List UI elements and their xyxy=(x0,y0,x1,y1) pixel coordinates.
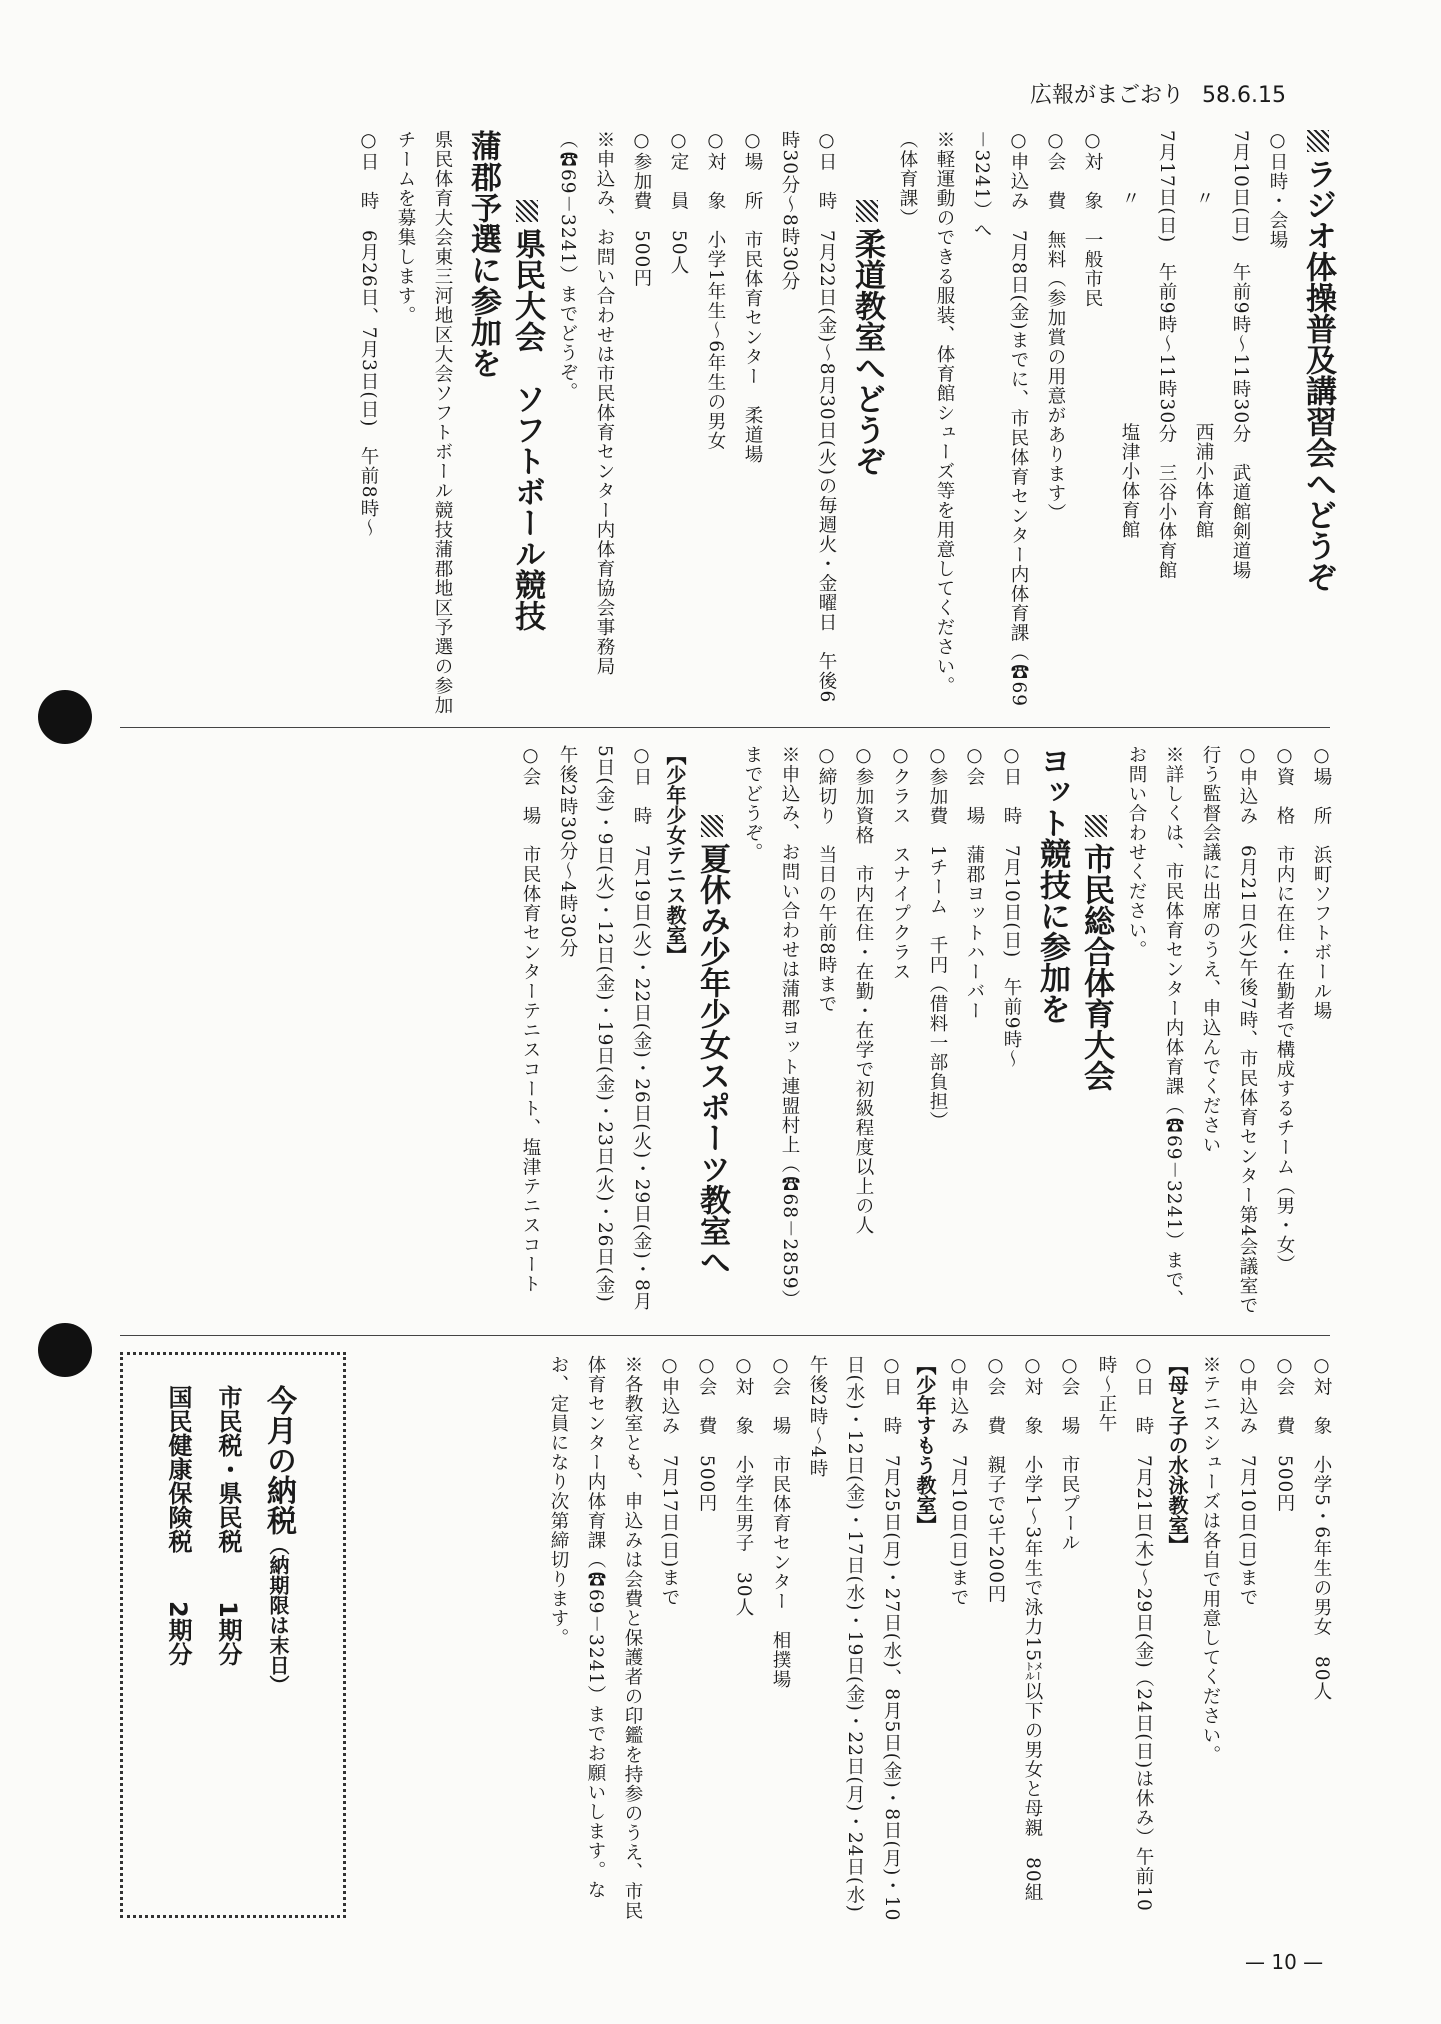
yacht-title: 市民総合体育大会 xyxy=(1078,843,1114,1091)
yacht-line: ○日 時 7月10日(日) 午前9時～ xyxy=(1001,745,1022,1069)
article-radio-taiso xyxy=(350,130,1340,720)
yacht-line: ○締切り 当日の午前8時まで xyxy=(816,745,837,1014)
softball-subtitle: 蒲郡予選に参加を xyxy=(465,130,501,378)
softball-line: 県民体育大会東三河地区大会ソフトボール競技蒲郡地区予選の参加チームを募集します。 xyxy=(395,130,453,715)
page-header xyxy=(1030,78,1286,109)
article-summer-continued xyxy=(540,1355,1340,1933)
tax-row: 国民健康保険税 2期分 xyxy=(164,1385,192,1666)
divider xyxy=(120,727,1330,728)
publication-title: 広報がまごおり xyxy=(1030,83,1185,108)
radio-line: 〃 西浦小体育館 xyxy=(1193,130,1214,540)
sumo-line: ※各教室とも、申込みは会費と保護者の印鑑を持参のうえ、市民体育センター内体育課（☎69－3241）までお願いします。なお、定員になり次第締切ります。 xyxy=(548,1355,643,1921)
tax-note: （納期限は末日） xyxy=(266,1535,290,1695)
radio-line: ○対 象 一般市民 xyxy=(1082,130,1103,308)
softball-line: ○日 時 6月26日、7月3日(日) 午前8時～ xyxy=(358,130,379,538)
judo-title: 柔道教室へどうぞ xyxy=(849,228,885,476)
yacht-subtitle: ヨット競技に参加を xyxy=(1034,745,1070,1024)
radio-line: 〃 塩津小体育館 xyxy=(1119,130,1140,540)
article-softball-continued xyxy=(512,745,1340,1323)
sumo-line: ○対 象 小学生男子 30人 xyxy=(733,1355,754,1618)
swim-heading: 【母と子の水泳教室】 xyxy=(1165,1355,1189,1555)
section-mark-icon xyxy=(1307,130,1329,152)
section-mark-icon xyxy=(701,815,723,837)
binder-hole xyxy=(38,1323,92,1377)
judo-line: ○定 員 50人 xyxy=(668,130,689,276)
softball-line: ○資 格 市内に在住・在勤者で構成するチーム（男・女） xyxy=(1274,745,1295,1274)
tennis-line: ○会 費 500円 xyxy=(1274,1355,1295,1513)
tennis-heading: 【少年少女テニス教室】 xyxy=(663,745,687,965)
tennis-line: ○申込み 7月10日(日)まで xyxy=(1237,1355,1258,1608)
judo-line: ○参加費 500円 xyxy=(631,130,652,288)
summer-title: 夏休み少年少女スポーツ教室へ xyxy=(694,843,730,1277)
yacht-line: ○参加費 1チーム 千円（借料一部負担） xyxy=(927,745,948,1131)
swim-line: ○申込み 7月10日(日)まで xyxy=(948,1355,969,1608)
summer-line: ○会 場 市民体育センターテニスコート、塩津テニスコート xyxy=(520,745,541,1294)
sumo-heading: 【少年すもう教室】 xyxy=(913,1355,937,1535)
yacht-line: ○会 場 蒲郡ヨットハーバー xyxy=(964,745,985,1021)
judo-line: ※申込み、お問い合わせは市民体育センター内体育協会事務局（☎69－3241）までどうぞ。 xyxy=(557,130,615,676)
section-mark-icon xyxy=(856,200,878,222)
softball-line: ○場 所 浜町ソフトボール場 xyxy=(1311,745,1332,1021)
judo-line: ○場 所 市民体育センター 柔道場 xyxy=(742,130,763,464)
softball-line: ※詳しくは、市民体育センター内体育課（☎69－3241）まで、お問い合わせください。 xyxy=(1126,745,1184,1310)
sumo-line: ○会 費 500円 xyxy=(696,1355,717,1513)
binder-hole xyxy=(38,690,92,744)
swim-line: ○会 費 親子で3千200円 xyxy=(985,1355,1006,1604)
summer-line: ○日 時 7月19日(火)・22日(金)・26日(火)・29日(金)・8月5日(金)・9日(火)・12日(金)・19日(金)・23日(火)・26日(金) 午後2時30分～4時30分 xyxy=(557,745,652,1323)
yacht-line: ※申込み、お問い合わせは蒲郡ヨット連盟村上（☎68－2859）までどうぞ。 xyxy=(742,745,800,1310)
band-top xyxy=(110,130,1340,720)
radio-title: ラジオ体操普及講習会へどうぞ xyxy=(1300,158,1336,592)
yacht-line: ○参加資格 市内在住・在勤・在学で初級程度以上の人 xyxy=(853,745,874,1235)
tennis-line: ※テニスシューズは各自で用意してください。 xyxy=(1200,1355,1221,1765)
tax-notice-box xyxy=(120,1352,346,1918)
swim-line: ○対 象 小学1～3年生で泳力15㍍以下の男女と母親 80組 xyxy=(1022,1355,1043,1903)
swim-line: ○会 場 市民プール xyxy=(1059,1355,1080,1553)
tax-title: 今月の納税 xyxy=(261,1385,296,1535)
radio-line: ○申込み 7月8日(金)までに、市民体育センター内体育課（☎69－3241）へ xyxy=(971,130,1029,708)
yacht-line: ○クラス スナイプクラス xyxy=(890,745,911,982)
tax-row: 市民税・県民税 1期分 xyxy=(214,1385,242,1666)
softball-title: 県民大会 ソフトボール競技 xyxy=(509,228,545,631)
sumo-line: ○日 時 7月25日(月)・27日(水)、8月5日(金)・8日(月)・10日(水)・12日(金)・17日(水)・19日(金)・22日(月)・24日(水) 午後2時～4時 xyxy=(807,1355,902,1933)
section-mark-icon xyxy=(516,200,538,222)
band-middle xyxy=(110,745,1340,1323)
softball-line: ○申込み 6月21日(火)午後7時、市民体育センター第4会議室で行う監督会議に出席のうえ、申込んでください xyxy=(1200,745,1258,1316)
publication-date: 58.6.15 xyxy=(1202,83,1286,108)
radio-line: ※軽運動のできる服装、体育館シューズ等を用意してください。（体育課） xyxy=(897,130,955,696)
judo-line: ○対 象 小学1年生～6年生の男女 xyxy=(705,130,726,451)
sumo-line: ○申込み 7月17日(日)まで xyxy=(659,1355,680,1608)
radio-line: ○日時・会場 xyxy=(1267,130,1288,250)
section-mark-icon xyxy=(1085,815,1107,837)
tennis-line: ○対 象 小学5・6年生の男女 80人 xyxy=(1311,1355,1332,1702)
radio-line: 7月17日(日) 午前9時～11時30分 三谷小体育館 xyxy=(1156,130,1177,581)
radio-line: ○会 費 無料（参加賞の用意があります） xyxy=(1045,130,1066,523)
sumo-line: ○会 場 市民体育センター 相撲場 xyxy=(770,1355,791,1689)
page-number: — 10 — xyxy=(1245,1950,1324,1974)
radio-line: 7月10日(日) 午前9時～11時30分 武道館剣道場 xyxy=(1230,130,1251,581)
divider xyxy=(120,1335,1330,1336)
judo-line: ○日 時 7月22日(金)～8月30日(火)の毎週火・金曜日 午後6時30分～8時30分 xyxy=(779,130,837,704)
swim-line: ○日 時 7月21日(木)～29日(金)（24日(日)は休み）午前10時～正午 xyxy=(1096,1355,1154,1912)
